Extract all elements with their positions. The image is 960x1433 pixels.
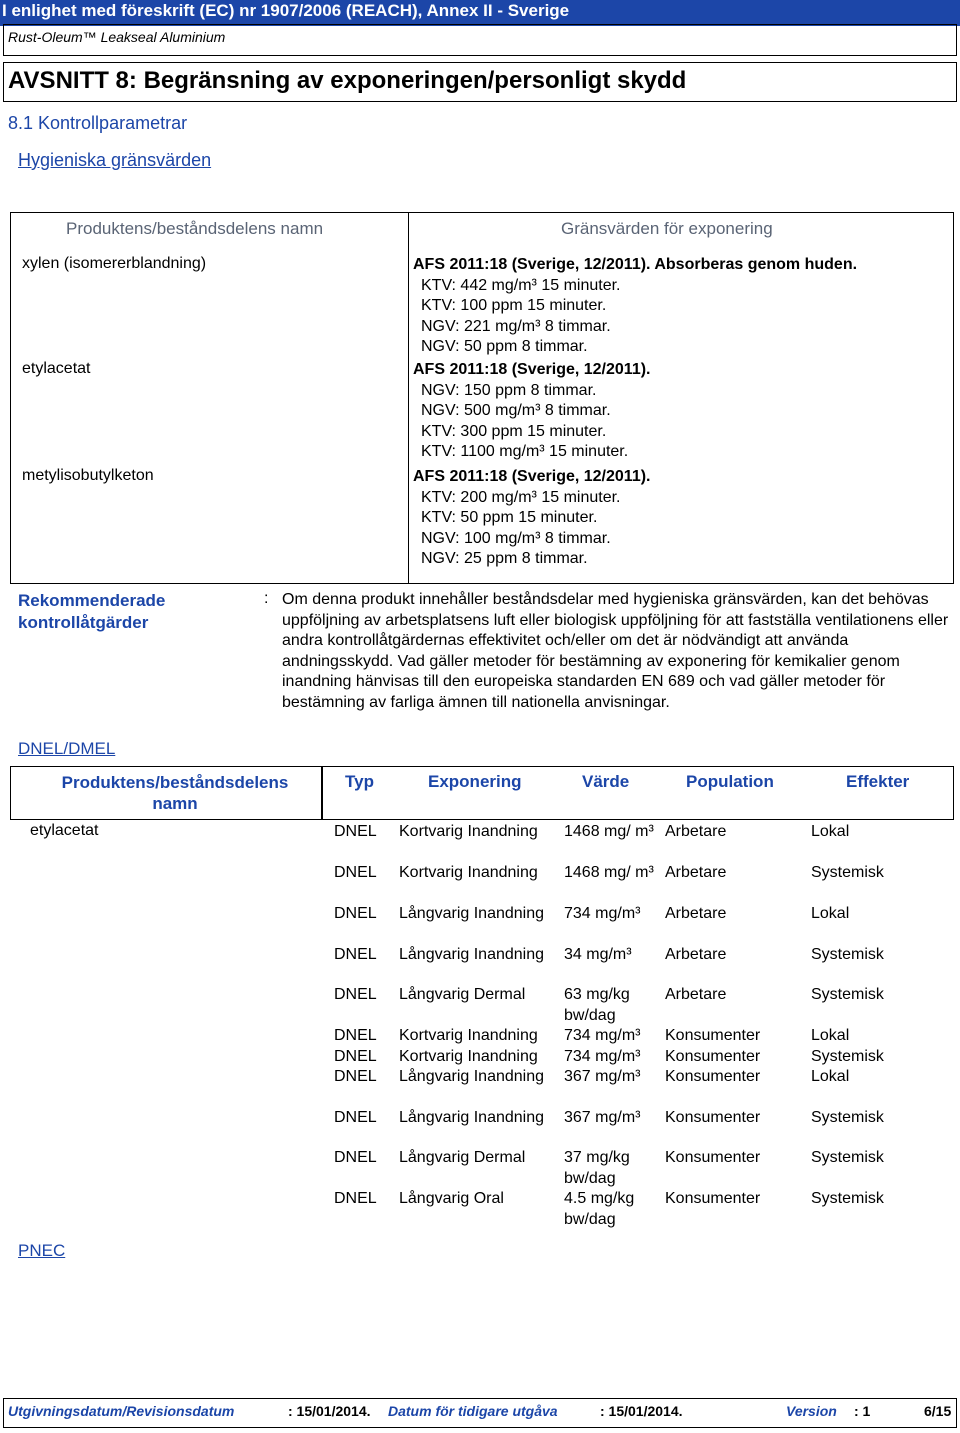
subsection-heading: 8.1 Kontrollparametrar (8, 113, 188, 133)
effect: Systemisk (811, 1048, 884, 1065)
occupational-limits-link[interactable]: Hygieniska gränsvärden (18, 150, 212, 170)
limit-value: KTV: 442 mg/m³ 15 minuter. (421, 276, 621, 294)
limit-value: NGV: 100 mg/m³ 8 timmar. (421, 529, 611, 547)
dnel-type: DNEL (334, 946, 377, 963)
population: Arbetare (665, 986, 727, 1003)
effect: Systemisk (811, 1149, 884, 1166)
limit-value: NGV: 150 ppm 8 timmar. (421, 381, 597, 399)
dnel-type: DNEL (334, 1149, 377, 1166)
effect: Lokal (811, 823, 850, 840)
section-title: AVSNITT 8: Begränsning av exponeringen/personligt skydd (8, 67, 687, 94)
dnel-value: 1468 mg/ m³ (564, 823, 654, 840)
limit-source: AFS 2011:18 (Sverige, 12/2011). (413, 468, 651, 485)
component-column-header: Produktens/beståndsdelens namn (66, 219, 324, 238)
recommended-controls-text: Om denna produkt innehåller beståndsdelar med hygieniska gränsvärden, kan det behövas uppföljning av arbetsplatsens luft eller biologisk uppföljning för att fastställa ventilationens eller andra kontrollåtgärdernas effektivitet och/eller om det är nödvändigt att använda andningsskydd. Vad gäller metoder för bestämning av exponering för kemikalier genom inandning hänvisas till den europeiska standarden EN 689 och vad gäller metoder för bestämning av farliga ämnen till nationella anvisningar. (282, 591, 949, 711)
limit-value: NGV: 50 ppm 8 timmar. (421, 338, 588, 355)
effects-column-header: Effekter (846, 772, 910, 791)
limits-column-header: Gränsvärden för exponering (561, 219, 773, 238)
limit-value: KTV: 300 ppm 15 minuter. (421, 422, 607, 440)
population: Arbetare (665, 946, 727, 963)
dnel-value: 63 mg/kg bw/dag (564, 986, 630, 1024)
exposure-route: Kortvarig Inandning (399, 864, 538, 881)
label-line: Rekommenderade (18, 591, 166, 610)
dnel-value: 367 mg/m³ (564, 1068, 641, 1085)
page-number: 6/15 (924, 1403, 952, 1419)
dnel-value: 734 mg/m³ (564, 1048, 641, 1065)
recommended-controls-label (18, 590, 165, 634)
exposure-limit-block (413, 360, 650, 463)
exposure-route: Långvarig Inandning (399, 946, 545, 963)
component-name: metylisobutylketon (22, 467, 154, 484)
component-name: etylacetat (22, 360, 91, 377)
label-line: kontrollåtgärder (18, 613, 149, 632)
dnel-value: 37 mg/kg bw/dag (564, 1149, 630, 1187)
limit-source: AFS 2011:18 (Sverige, 12/2011). (413, 361, 651, 378)
limit-value: KTV: 100 ppm 15 minuter. (421, 297, 607, 314)
population: Konsumenter (665, 1027, 761, 1044)
dnel-type: DNEL (334, 905, 377, 922)
limit-value: KTV: 1100 mg/m³ 15 minuter. (421, 443, 629, 460)
population: Arbetare (665, 905, 727, 922)
dnel-value: 4.5 mg/kg bw/dag (564, 1190, 635, 1228)
dnel-dmel-link[interactable]: DNEL/DMEL (18, 739, 116, 758)
effect: Systemisk (811, 986, 884, 1003)
exposure-column-header: Exponering (428, 772, 522, 791)
dnel-value: 34 mg/m³ (564, 946, 632, 963)
regulation-title: I enlighet med föreskrift (EC) nr 1907/2006 (REACH), Annex II - Sverige (2, 1, 570, 20)
header-line: namn (152, 794, 198, 813)
dnel-type: DNEL (334, 1068, 377, 1085)
dnel-value: 734 mg/m³ (564, 1027, 641, 1044)
population: Arbetare (665, 823, 727, 840)
dnel-type: DNEL (334, 1190, 377, 1207)
effect: Systemisk (811, 864, 884, 881)
dnel-type: DNEL (334, 864, 377, 881)
exposure-route: Kortvarig Inandning (399, 1027, 538, 1044)
issue-date-value: : 15/01/2014. (288, 1403, 371, 1419)
population: Konsumenter (665, 1149, 761, 1166)
dnel-type: DNEL (334, 1109, 377, 1126)
limit-value: NGV: 25 ppm 8 timmar. (421, 550, 588, 567)
effect: Lokal (811, 905, 850, 922)
exposure-route: Långvarig Oral (399, 1190, 504, 1207)
exposure-route: Långvarig Inandning (399, 905, 545, 922)
effect: Lokal (811, 1068, 850, 1085)
exposure-route: Långvarig Dermal (399, 1149, 526, 1166)
exposure-limit-block (413, 255, 857, 358)
limit-value: KTV: 50 ppm 15 minuter. (421, 509, 598, 526)
issue-date-label: Utgivningsdatum/Revisionsdatum (8, 1403, 235, 1419)
limit-value: KTV: 200 mg/m³ 15 minuter. (421, 488, 621, 506)
dnel-value: 1468 mg/ m³ (564, 864, 654, 881)
product-name: Rust-Oleum™ Leakseal Aluminium (8, 29, 226, 45)
dnel-value: 734 mg/m³ (564, 905, 641, 922)
exposure-route: Kortvarig Inandning (399, 823, 538, 840)
previous-date-label: Datum för tidigare utgåva (388, 1403, 558, 1419)
effect: Lokal (811, 1027, 850, 1044)
dnel-type: DNEL (334, 1048, 377, 1065)
pnec-link[interactable]: PNEC (18, 1241, 66, 1260)
value-column-header: Värde (582, 772, 630, 791)
exposure-route: Kortvarig Inandning (399, 1048, 538, 1065)
effect: Systemisk (811, 1109, 884, 1126)
population: Konsumenter (665, 1048, 761, 1065)
exposure-route: Långvarig Inandning (399, 1068, 545, 1085)
limit-value: NGV: 500 mg/m³ 8 timmar. (421, 402, 611, 419)
dnel-value: 367 mg/m³ (564, 1109, 641, 1126)
dnel-name-header (40, 772, 310, 814)
version-value: : 1 (854, 1403, 871, 1419)
label-colon: : (264, 590, 269, 607)
dnel-type: DNEL (334, 986, 377, 1003)
population: Konsumenter (665, 1068, 761, 1085)
population-column-header: Population (686, 772, 774, 791)
table-column-divider (408, 212, 409, 584)
exposure-limit-block (413, 467, 650, 570)
exposure-route: Långvarig Inandning (399, 1109, 545, 1126)
limit-source: AFS 2011:18 (Sverige, 12/2011). Absorberas genom huden. (413, 256, 858, 273)
previous-date-value: : 15/01/2014. (600, 1403, 683, 1419)
population: Arbetare (665, 864, 727, 881)
exposure-route: Långvarig Dermal (399, 986, 526, 1003)
population: Konsumenter (665, 1190, 761, 1207)
component-name: xylen (isomererblandning) (22, 255, 207, 272)
effect: Systemisk (811, 1190, 884, 1207)
dnel-component-name: etylacetat (30, 822, 99, 839)
dnel-type: DNEL (334, 1027, 377, 1044)
type-column-header: Typ (345, 772, 374, 791)
effect: Systemisk (811, 946, 884, 963)
header-line: Produktens/beståndsdelens (61, 773, 289, 792)
version-label: Version (786, 1403, 837, 1419)
limit-value: NGV: 221 mg/m³ 8 timmar. (421, 317, 611, 335)
dnel-type: DNEL (334, 823, 377, 840)
population: Konsumenter (665, 1109, 761, 1126)
